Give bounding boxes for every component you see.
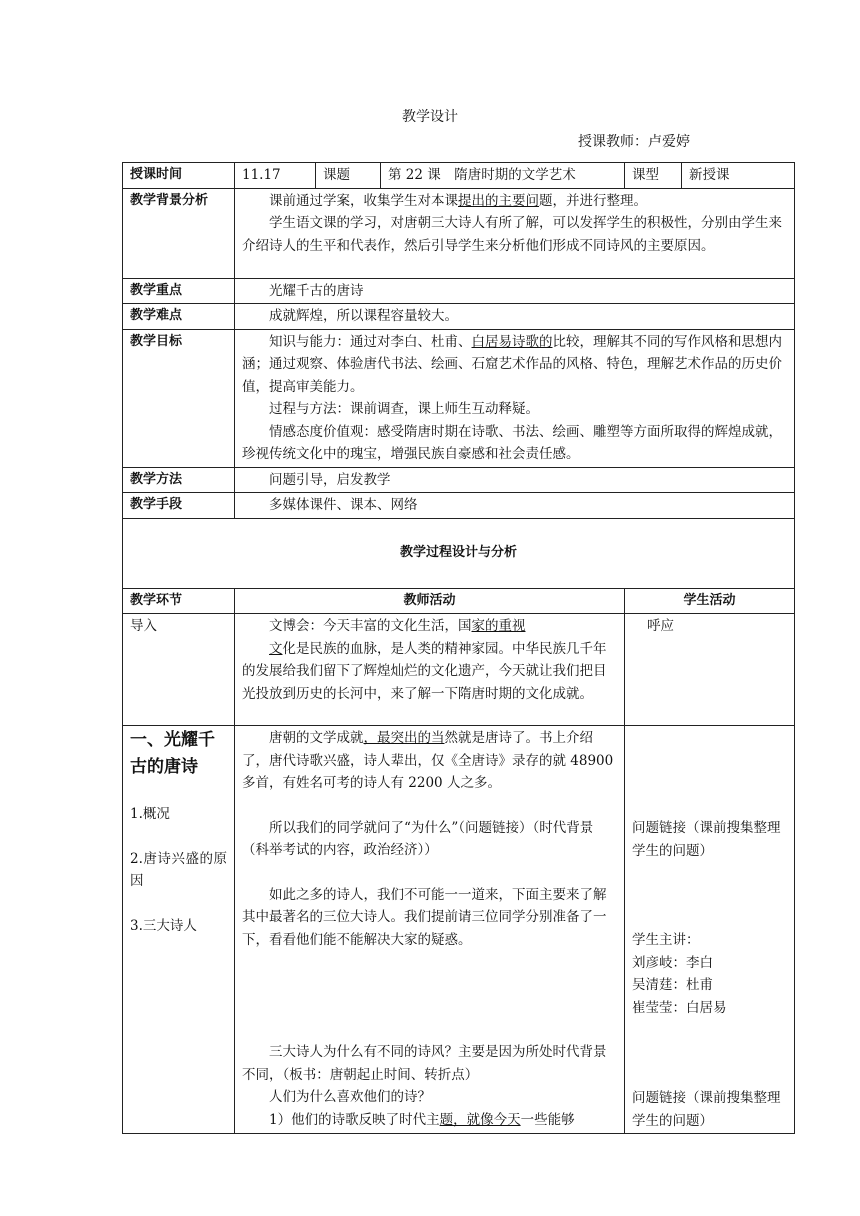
- objectives-row: [123, 329, 795, 467]
- section1-stage: [123, 726, 235, 1134]
- type-value: 新授课: [682, 163, 795, 189]
- section1-heading: 一、光耀千古的唐诗: [130, 730, 215, 777]
- section1-row: [123, 726, 795, 1134]
- background-paragraph-1: 课前通过学案，收集学生对本课提出的主要问题，并进行整理。: [269, 192, 647, 209]
- objectives-paragraph-1: 知识与能力：通过对李白、杜甫、白居易诗歌的比较，理解其不同的写作风格和思想内涵；通过观察、体验唐代书法、绘画、石窟艺术作品的风格、特色，理解艺术作品的历史价值，提高审美能力。: [242, 333, 782, 395]
- difficulty-value: 成就辉煌，所以课程容量较大。: [235, 304, 795, 330]
- student-presenters-label: 学生主讲：: [632, 932, 700, 948]
- intro-stage: 导入: [123, 614, 235, 726]
- stage-header: 教学环节: [123, 588, 235, 614]
- section1-item-reasons: 2.唐诗兴盛的原因: [130, 850, 227, 889]
- intro-paragraph-1: 文博会：今天丰富的文化生活，国家的重视: [269, 618, 526, 634]
- student-presenter-libai: 刘彦岐：李白: [632, 954, 714, 971]
- document-title: 教学设计: [402, 109, 458, 125]
- focus-label: 教学重点: [123, 278, 235, 304]
- student-activity-header: 学生活动: [625, 588, 795, 614]
- means-value: 多媒体课件、课本、网络: [235, 493, 795, 519]
- section1-paragraph-3: 如此之多的诗人，我们不可能一一道来，下面主要来了解其中最著名的三位大诗人。我们提前请三位同学分别准备了一下，看看他们能不能解决大家的疑惑。: [242, 886, 607, 948]
- topic-label: 课题: [316, 163, 381, 189]
- info-row: [123, 163, 795, 189]
- section1-item-overview: 1.概况: [130, 806, 170, 822]
- student-question-link-2: 问题链接（课前搜集整理学生的问题）: [632, 1090, 781, 1129]
- method-row: [123, 467, 795, 493]
- lesson-plan-table: [122, 162, 795, 1134]
- difficulty-label: 教学难点: [123, 304, 235, 330]
- means-label: 教学手段: [123, 493, 235, 519]
- intro-teacher-activity: [235, 614, 625, 726]
- background-content: [235, 188, 795, 278]
- section1-paragraph-6: 1）他们的诗歌反映了时代主题，就像今天一些能够: [269, 1111, 575, 1128]
- focus-value: 光耀千古的唐诗: [235, 278, 795, 304]
- difficulty-row: [123, 304, 795, 330]
- intro-student-activity: 呼应: [625, 614, 795, 726]
- student-presenter-dufu: 吴清莛：杜甫: [632, 977, 714, 993]
- section1-paragraph-5: 人们为什么喜欢他们的诗？: [269, 1089, 431, 1105]
- objectives-paragraph-3: 情感态度价值观：感受隋唐时期在诗歌、书法、绘画、雕塑等方面所取得的辉煌成就，珍视传统文化中的瑰宝，增强民族自豪感和社会责任感。: [242, 423, 782, 462]
- process-header-row: [123, 588, 795, 614]
- focus-row: [123, 278, 795, 304]
- type-label: 课型: [625, 163, 682, 189]
- process-title-row: [123, 518, 795, 588]
- student-question-link-1: 问题链接（课前搜集整理学生的问题）: [632, 820, 781, 859]
- process-title: 教学过程设计与分析: [123, 518, 795, 588]
- method-value: 问题引导，启发教学: [235, 467, 795, 493]
- background-label: 教学背景分析: [123, 188, 235, 278]
- section1-paragraph-4: 三大诗人为什么有不同的诗风？主要是因为所处时代背景不同，（板书：唐朝起止时间、转折点）: [242, 1044, 607, 1083]
- objectives-label: 教学目标: [123, 329, 235, 467]
- section1-teacher-activity: [235, 726, 625, 1134]
- intro-row: [123, 614, 795, 726]
- student-presenter-baijuyi: 崔莹莹：白居易: [632, 999, 727, 1016]
- section1-item-poets: 3.三大诗人: [130, 917, 197, 934]
- section1-paragraph-1: 唐朝的文学成就，最突出的当然就是唐诗了。书上介绍了，唐代诗歌兴盛，诗人辈出，仅《全唐诗》录存的就 48900 多首，有姓名可考的诗人有 2200 人之多。: [242, 730, 614, 791]
- time-value: 11.17: [235, 163, 316, 189]
- objectives-paragraph-2: 过程与方法：课前调查，课上师生互动释疑。: [269, 401, 539, 417]
- method-label: 教学方法: [123, 467, 235, 493]
- section1-student-activity: [625, 726, 795, 1134]
- intro-paragraph-2: 文化是民族的血脉，是人类的精神家园。中华民族几千年的发展给我们留下了辉煌灿烂的文化遗产，今天就让我们把目光投放到历史的长河中，来了解一下隋唐时期的文化成就。: [242, 640, 607, 702]
- objectives-content: [235, 329, 795, 467]
- means-row: [123, 493, 795, 519]
- teacher-name: 授课教师：卢爱婷: [578, 134, 690, 150]
- time-label: 授课时间: [123, 163, 235, 189]
- background-row: [123, 188, 795, 278]
- section1-paragraph-2: 所以我们的同学就问了“为什么”（问题链接）（时代背景（科举考试的内容，政治经济））: [242, 819, 594, 858]
- topic-value: 第 22 课 隋唐时期的文学艺术: [381, 163, 625, 189]
- background-paragraph-2: 学生语文课的学习，对唐朝三大诗人有所了解，可以发挥学生的积极性，分别由学生来介绍诗人的生平和代表作，然后引导学生来分析他们形成不同诗风的主要原因。: [242, 215, 782, 254]
- teacher-activity-header: 教师活动: [235, 588, 625, 614]
